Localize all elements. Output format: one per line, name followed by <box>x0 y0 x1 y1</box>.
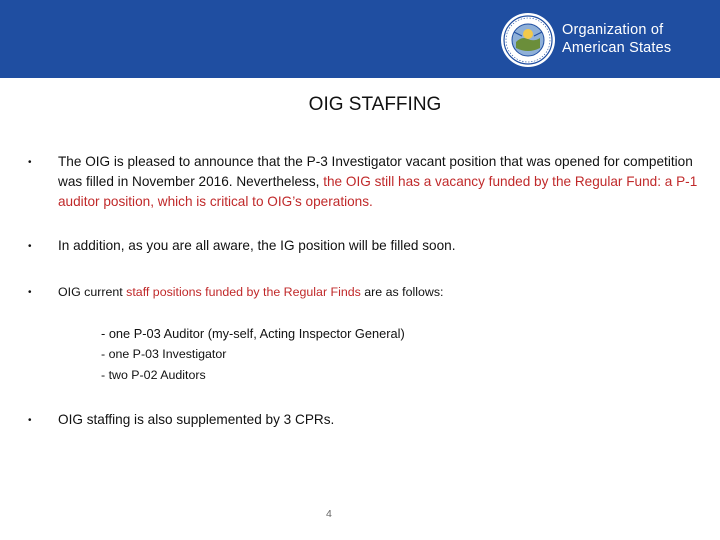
bullet-text: The OIG is pleased to announce that the P-3 Investigator vacant position that was opened for competition was filled in November 2016. Nevertheless, <box>58 154 693 189</box>
bullet-paragraph-staff-positions <box>58 282 698 302</box>
positions-list <box>101 323 405 386</box>
bullet-text: are as follows: <box>360 285 444 299</box>
page-number: 4 <box>326 508 332 520</box>
bullet-marker: • <box>28 287 32 298</box>
bullet-paragraph-cprs: OIG staffing is also supplemented by 3 CPRs. <box>58 412 335 427</box>
bullet-marker: • <box>28 241 32 252</box>
organization-logo[interactable] <box>500 12 700 68</box>
list-item: - one P-03 Investigator <box>101 347 227 361</box>
bullet-marker: • <box>28 157 32 168</box>
list-item: - one P-03 Auditor (my-self, Acting Inspector General) <box>101 326 405 341</box>
bullet-paragraph-vacancy <box>58 152 698 212</box>
org-name-line2: American States <box>562 40 672 56</box>
bullet-highlight: staff positions funded by the Regular Finds <box>126 285 361 299</box>
bullet-paragraph-ig-position: In addition, as you are all aware, the IG position will be filled soon. <box>58 238 456 253</box>
bullet-highlight: the OIG still has a vacancy funded by the Regular Fund: a P-1 auditor position, which is critical to OIG’s operations. <box>58 174 698 209</box>
list-item: - two P-02 Auditors <box>101 368 206 382</box>
bullet-marker: • <box>28 415 32 426</box>
oas-seal-icon <box>500 12 556 68</box>
header-banner <box>0 0 720 78</box>
slide-title: OIG STAFFING <box>308 94 442 115</box>
bullet-text: OIG current <box>58 285 127 299</box>
org-name-line1: Organization of <box>562 22 664 38</box>
organization-name <box>562 21 671 57</box>
